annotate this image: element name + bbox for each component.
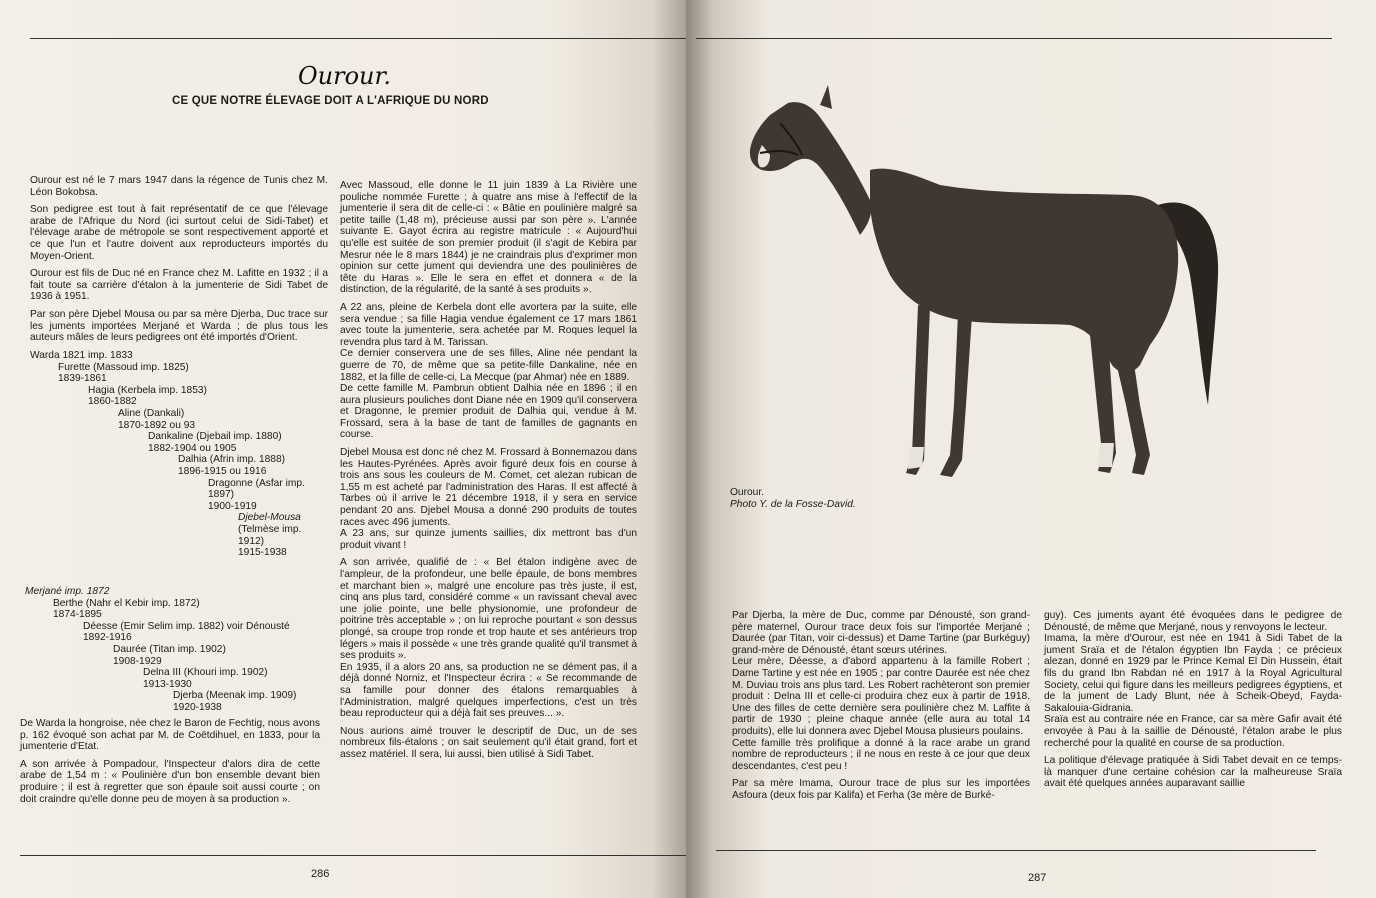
pedigree-merjane bbox=[25, 586, 325, 714]
paragraph: guy). Ces juments ayant été évoquées dans le pedigree de Dénousté, de même que Merjané, nous y renvoyons le lecteur. bbox=[1044, 610, 1342, 633]
pedigree-entry: 1912) bbox=[238, 535, 265, 547]
left-page bbox=[0, 0, 686, 898]
page-number-right: 287 bbox=[1028, 872, 1047, 884]
left-column-1 bbox=[30, 175, 328, 350]
pedigree-entry: 1870-1892 ou 93 bbox=[118, 419, 196, 431]
photo-caption bbox=[730, 487, 856, 511]
bottom-rule-right bbox=[716, 850, 1316, 851]
paragraph: A 23 ans, sur quinze juments saillies, dix mettront bas d'un produit vivant ! bbox=[340, 528, 637, 551]
pedigree-entry: 1908-1929 bbox=[113, 655, 162, 667]
left-column-1-bottom bbox=[20, 718, 320, 811]
pedigree-entry: Déesse (Emir Selim imp. 1882) voir Dénousté bbox=[83, 620, 290, 632]
pedigree-entry: Warda 1821 imp. 1833 bbox=[30, 350, 133, 361]
paragraph: Nous aurions aimé trouver le descriptif de Duc, un de ses nombreux fils-étalons ; on sait seulement qu'il était grand, fort et assez matériel. Il sera, lui aussi, bien utilisé à Sidi Tabet. bbox=[340, 725, 637, 760]
pedigree-entry: Dankaline (Djebail imp. 1880) bbox=[148, 431, 282, 443]
paragraph: Par Djerba, la mère de Duc, comme par Dénousté, son grand-père maternel, Ourour trace deux fois sur l'importée Merjané ; Daurée (par Titan, voir ci-dessus) et Dame Tartine (par Burkéguy) grand-mère de Dénousté, étant sœurs utérines. bbox=[732, 610, 1030, 656]
paragraph: En 1935, il a alors 20 ans, sa production ne se dément pas, il a déjà donné Norniz, et l'Inspecteur écrira : « Se recommande de sa famille pour donner des étalons remarquables à l'Administration, malgré quelques imperfections, c'est un très beau reproducteur qui a déjà fait ses preuves... ». bbox=[340, 661, 637, 720]
horse-photo bbox=[740, 75, 1240, 505]
pedigree-entry: Daurée (Titan imp. 1902) bbox=[113, 643, 226, 655]
pedigree-entry: Furette (Massoud imp. 1825) bbox=[58, 361, 189, 373]
caption-credit: Photo Y. de la Fosse-David. bbox=[730, 499, 856, 510]
pedigree-entry: Berthe (Nahr el Kebir imp. 1872) bbox=[53, 597, 200, 609]
paragraph: Djebel Mousa est donc né chez M. Frossard à Bonnemazou dans les Hautes-Pyrénées. Après avoir figuré deux fois en course à trois ans sous les couleurs de M. Comet, cet alezan rubican de 1,55 m est acheté par l'administration des Haras. Il est affecté à Tarbes où il arrive le 21 décembre 1918, il y sera en service pendant 20 ans. Djebel Mousa a donné 290 produits de toutes races avec 496 juments. bbox=[340, 447, 637, 528]
left-column-2 bbox=[340, 180, 637, 767]
pedigree-entry: (Telmèse imp. bbox=[238, 523, 302, 535]
right-column-1 bbox=[732, 610, 1030, 808]
pedigree-warda bbox=[30, 350, 330, 559]
pedigree-entry: Djerba (Meenak imp. 1909) bbox=[173, 690, 297, 702]
pedigree-entry: Aline (Dankali) bbox=[118, 407, 185, 419]
paragraph: Ce dernier conservera une de ses filles, Aline née pendant la guerre de 70, de même que sa petite-fille Dankaline, née en 1882, et la fille de celle-ci, La Mecque (par Ahmar) née en 1889. bbox=[340, 348, 637, 383]
paragraph: Ourour est né le 7 mars 1947 dans la régence de Tunis chez M. Léon Bokobsa. bbox=[30, 175, 328, 198]
bottom-rule-left bbox=[20, 855, 686, 856]
paragraph: A son arrivée, qualifié de : « Bel étalon indigène avec de l'ampleur, de la profondeur, une belle épaule, de bons membres et marchant bien », malgré une encolure pas très juste, il est, cinq ans plus tard, considéré comme « un ravissant cheval avec une jolie pointe, une belle physionomie, une profondeur de poitrine très acceptable » ; on lui reproche pourtant « son dessus plongé, sa croupe trop ronde et trop haute et ses antérieurs trop légers » mais il possède « une très grande qualité qu'il transmet à ses produits ». bbox=[340, 557, 637, 662]
paragraph: Ourour est fils de Duc né en France chez M. Lafitte en 1932 ; il a fait toute sa carrière d'étalon à la jumenterie de Sidi Tabet de 1936 à 1951. bbox=[30, 268, 328, 303]
top-rule-left bbox=[30, 38, 686, 39]
paragraph: La politique d'élevage pratiquée à Sidi Tabet devait en ce temps-là manquer d'une certaine cohésion car la malheureuse Sraïa avait été quelques années auparavant saillie bbox=[1044, 755, 1342, 790]
paragraph: Cette famille très prolifique a donné à la race arabe un grand nombre de reproducteurs ; il ne nous en reste à ce jour que deux descendantes, c'est peu ! bbox=[732, 737, 1030, 772]
paragraph: Sraïa est au contraire née en France, car sa mère Gafir avait été envoyée à Pau à la saillie de Dénousté, l'étalon arabe le plus recherché pour la qualité en course de sa production. bbox=[1044, 714, 1342, 749]
pedigree-entry: 1892-1916 bbox=[83, 632, 132, 644]
pedigree-entry: 1839-1861 bbox=[58, 373, 107, 385]
paragraph: A son arrivée à Pompadour, l'Inspecteur d'alors dira de cette arabe de 1,54 m : « Poulinière d'un bon ensemble devant bien produire ; il est à regretter que son épaule soit aussi courte ; on doit craindre qu'elle donne peu de moyen à sa production ». bbox=[20, 758, 320, 805]
pedigree-entry: Dragonne (Asfar imp. bbox=[208, 477, 305, 489]
chapter-heading: CE QUE NOTRE ÉLEVAGE DOIT A L'AFRIQUE DU NORD bbox=[172, 95, 489, 107]
pedigree-entry: Djebel-Mousa bbox=[238, 512, 301, 524]
pedigree-entry: 1915-1938 bbox=[238, 547, 287, 559]
caption-title: Ourour. bbox=[730, 487, 764, 498]
pedigree-entry: 1913-1930 bbox=[143, 678, 192, 690]
paragraph: Par sa mère Imama, Ourour trace de plus sur les importées Asfoura (deux fois par Kalifa) et Ferha (3e mère de Burké- bbox=[732, 778, 1030, 801]
top-rule-right bbox=[696, 38, 1332, 39]
pedigree-entry: 1860-1882 bbox=[88, 396, 137, 408]
pedigree-entry: Merjané imp. 1872 bbox=[25, 586, 110, 597]
paragraph: Par son père Djebel Mousa ou par sa mère Djerba, Duc trace sur les juments importées Merjané et Warda ; de plus tous les auteurs mâles de leurs pedigrees ont été importés d'Orient. bbox=[30, 308, 328, 344]
signature-title: Ourour. bbox=[298, 62, 391, 90]
paragraph: De Warda la hongroise, née chez le Baron de Fechtig, nous avons p. 162 évoqué son achat par M. de Coëtdihuel, en 1833, pour la jumenterie d'Etat. bbox=[20, 718, 320, 753]
paragraph: Imama, la mère d'Ourour, est née en 1941 à Sidi Tabet de la jument Sraïa et de l'étalon égyptien Ibn Fayda ; ce précieux alezan, donné en 1929 par le Prince Kemal El Din Hussein, était fils du grand Ibn Rabdan né en 1917 à la Royal Agricultural Society, celui qui figure dans les meilleurs pedigrees égyptiens, et de la jument de Lady Blunt, née à Scheik-Obeyd, Fayda-Sakalouia-Gidrania. bbox=[1044, 633, 1342, 714]
page-number-left: 286 bbox=[311, 868, 330, 880]
pedigree-entry: Hagia (Kerbela imp. 1853) bbox=[88, 384, 207, 396]
pedigree-entry: Dalhia (Afrin imp. 1888) bbox=[178, 454, 286, 466]
paragraph: Son pedigree est tout à fait représentatif de ce que l'élevage arabe de l'Afrique du Nord (ici surtout celui de Sidi-Tabet) et l'élevage arabe de métropole se sont respectivement apporté et ce que l'un et l'autre doivent aux reproducteurs importés du Moyen-Orient. bbox=[30, 204, 328, 262]
right-column-2 bbox=[1044, 610, 1342, 796]
pedigree-entry: 1882-1904 ou 1905 bbox=[148, 442, 237, 454]
pedigree-entry: 1897) bbox=[208, 489, 235, 501]
paragraph: De cette famille M. Pambrun obtient Dalhia née en 1896 ; il en aura plusieurs pouliches dont Diane née en 1909 qu'il conservera et Dragonne, le premier produit de Dalhia qui, vendue à M. Frossard, sera à la base de tant de familles de gagnants en course. bbox=[340, 383, 637, 441]
pedigree-entry: Delna III (Khouri imp. 1902) bbox=[143, 667, 268, 679]
pedigree-entry: 1900-1919 bbox=[208, 500, 257, 512]
pedigree-entry: 1874-1895 bbox=[53, 609, 102, 621]
paragraph: A 22 ans, pleine de Kerbela dont elle avortera par la suite, elle sera vendue ; sa fille Hagia vendue également ce 17 mars 1861 avec toute la jumenterie, sera achetée par M. Roques lequel la revendra plus tard à M. Tarissan. bbox=[340, 301, 637, 348]
paragraph: Avec Massoud, elle donne le 11 juin 1839 à La Rivière une pouliche nommée Furette ; à quatre ans mise à l'effectif de la jumenterie il sera dit de celle-ci : « Bâtie en poulinière malgré sa petite taille (1,48 m), précieuse aussi par son père ». L'année suivante E. Gayot écrira au registre matricule : « Aujourd'hui qu'elle est suitée de son premier produit (il s'agit de Kebira par Mesrur née le 8 mars 1844) je ne craindrais plus d'exprimer mon opinion sur cette jument qui deviendra une des poulinières de tête du Haras ». Elle le sera en effet et donnera « de la distinction, de la régularité, de la santé à ses produits ». bbox=[340, 180, 637, 296]
paragraph: Leur mère, Déesse, a d'abord appartenu à la famille Robert ; Dame Tartine y est née en 1905 ; par contre Daurée est née chez M. Duviau trois ans plus tard. Les Robert rachèteront son premier produit : Delna III et celle-ci produira chez eux à partir de 1918. Une des filles de cette dernière sera poulinière chez M. Laffite à partir de 1930 ; pleine chaque année (elle aura au total 14 produits), elle lui donnera avec Djebel Mousa plusieurs poulains. bbox=[732, 656, 1030, 737]
pedigree-entry: 1920-1938 bbox=[173, 701, 222, 713]
pedigree-entry: 1896-1915 ou 1916 bbox=[178, 465, 267, 477]
horse-silhouette bbox=[750, 85, 1218, 477]
